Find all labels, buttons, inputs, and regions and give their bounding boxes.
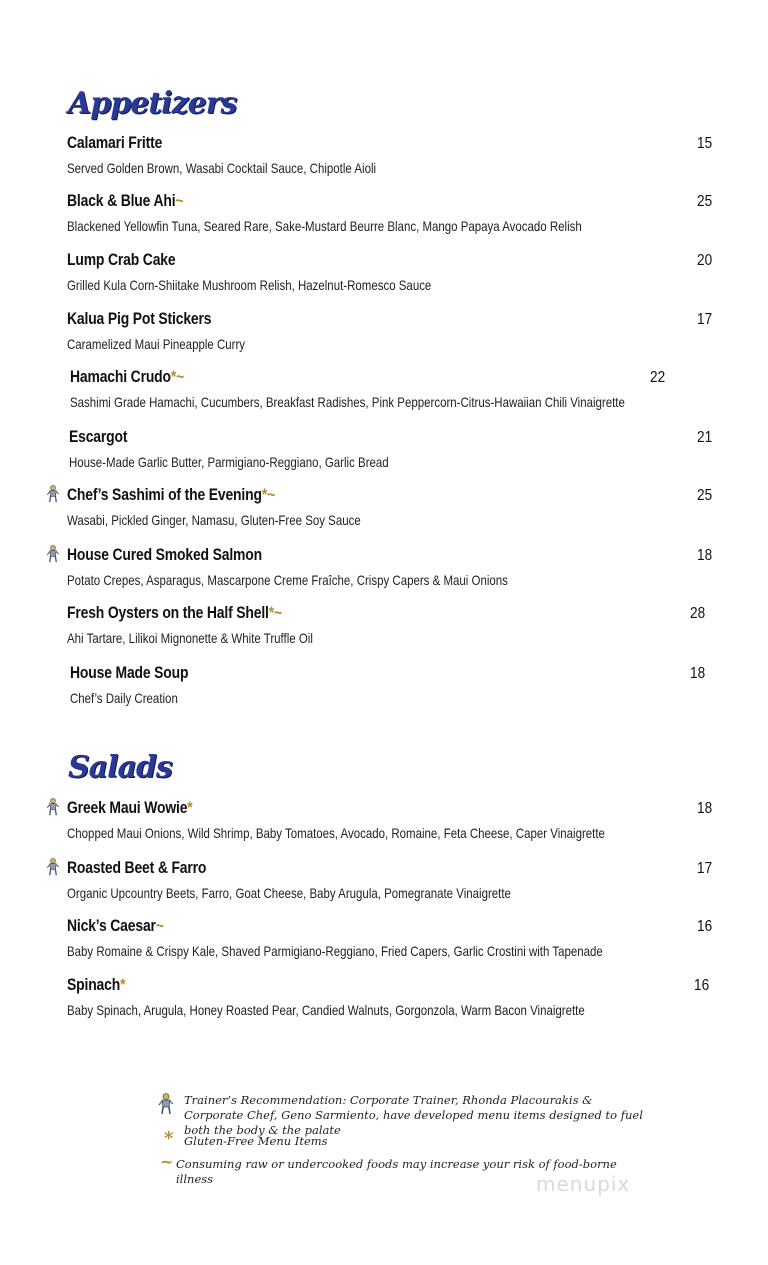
menu-item <box>0 191 768 245</box>
menu-item-name <box>67 858 206 878</box>
menu-item-description: Baby Spinach, Arugula, Honey Roasted Pear, Candied Walnuts, Gorgonzola, Warm Bacon Vinaigrette <box>67 1002 585 1018</box>
salads-title: Salads <box>68 750 172 785</box>
figure-icon <box>46 858 60 876</box>
menu-item-description: Grilled Kula Corn-Shiitake Mushroom Relish, Hazelnut-Romesco Sauce <box>67 277 432 293</box>
menu-item <box>0 485 768 539</box>
menu-item-marks: * <box>187 798 193 817</box>
menu-item-price: 25 <box>697 193 713 210</box>
menu-item-name-text: Fresh Oysters on the Half Shell <box>67 603 269 622</box>
menu-item-name-text: Black & Blue Ahi <box>67 191 176 210</box>
menu-item <box>0 545 768 599</box>
menu-item <box>0 250 768 304</box>
menu-item-marks: *~ <box>170 367 185 386</box>
menu-item <box>0 603 768 657</box>
menu-item <box>0 427 768 481</box>
menu-item-name <box>67 545 262 565</box>
legend-gluten-free-text: Gluten-Free Menu Items <box>184 1134 328 1148</box>
menu-item-name <box>67 975 125 995</box>
menu-item-description: Ahi Tartare, Lilikoi Mignonette & White Truffle Oil <box>67 630 313 646</box>
appetizers-title: Appetizers <box>68 86 237 121</box>
menu-item-description: Served Golden Brown, Wasabi Cocktail Sauce, Chipotle Aioli <box>67 160 377 176</box>
menu-item-price: 21 <box>697 429 713 446</box>
menu-item-name <box>70 367 184 387</box>
menu-item-name-text: Nick’s Caesar <box>67 916 156 935</box>
menu-item-name <box>67 250 175 270</box>
menu-item-description: Baby Romaine & Crispy Kale, Shaved Parmigiano-Reggiano, Fried Capers, Garlic Crostini with Tapenade <box>67 943 603 959</box>
legend-raw-text: Consuming raw or undercooked foods may increase your risk of food-borne illness <box>176 1157 617 1186</box>
menu-item-name <box>67 133 162 153</box>
menu-item-name-text: Hamachi Crudo <box>70 367 171 386</box>
menu-item-marks: * <box>120 975 126 994</box>
menu-item-description: Blackened Yellowfin Tuna, Seared Rare, Sake-Mustard Beurre Blanc, Mango Papaya Avocado Relish <box>67 218 582 234</box>
figure-icon <box>158 1093 174 1119</box>
menu-item-name <box>67 916 164 936</box>
menu-item-name-text: Calamari Fritte <box>67 133 163 152</box>
menu-item-name-text: Lump Crab Cake <box>67 250 176 269</box>
menu-item-price: 28 <box>690 605 706 622</box>
figure-icon <box>46 545 60 563</box>
tilde-icon: ~ <box>160 1152 174 1171</box>
menu-item-price: 20 <box>697 252 713 269</box>
menu-item-description: Wasabi, Pickled Ginger, Namasu, Gluten-Free Soy Sauce <box>67 512 361 528</box>
menu-item-name <box>67 798 193 818</box>
menu-item-price: 17 <box>697 311 713 328</box>
figure-icon <box>46 485 60 503</box>
watermark: menupix <box>536 1172 631 1196</box>
legend-trainer-text: Trainer’s Recommendation: Corporate Trainer, Rhonda Placourakis & Corporate Chef, Geno Sarmiento, have developed menu items designed to fuel both the body & the palate <box>184 1093 643 1137</box>
menu-item <box>0 975 768 1029</box>
menu-item-name <box>67 309 211 329</box>
menu-item-name <box>67 485 275 505</box>
menu-item-name-text: Kalua Pig Pot Stickers <box>67 309 212 328</box>
menu-item-name-text: Roasted Beet & Farro <box>67 858 207 877</box>
asterisk-icon: * <box>164 1128 174 1149</box>
menu-item-name-text: Escargot <box>69 427 128 446</box>
menu-item-price: 25 <box>697 487 713 504</box>
menu-item-name <box>67 191 183 211</box>
menu-item-description: Organic Upcountry Beets, Farro, Goat Cheese, Baby Arugula, Pomegranate Vinaigrette <box>67 885 511 901</box>
menu-item-price: 22 <box>650 369 666 386</box>
menu-item-name-text: Greek Maui Wowie <box>67 798 188 817</box>
menu-item <box>0 367 768 421</box>
menu-item-name <box>69 427 127 447</box>
menu-item-description: Chef’s Daily Creation <box>70 690 178 706</box>
menu-item-marks: *~ <box>261 485 276 504</box>
menu-item-price: 17 <box>697 860 713 877</box>
menu-item <box>0 309 768 363</box>
menu-item-price: 16 <box>694 977 710 994</box>
menu-item-description: Caramelized Maui Pineapple Curry <box>67 336 246 352</box>
menu-item-name-text: Chef’s Sashimi of the Evening <box>67 485 262 504</box>
menu-item <box>0 663 768 717</box>
menu-item-marks: ~ <box>155 916 164 935</box>
menu-item-name <box>70 663 188 683</box>
menu-item-name-text: House Made Soup <box>70 663 189 682</box>
menu-item-description: Potato Crepes, Asparagus, Mascarpone Creme Fraîche, Crispy Capers & Maui Onions <box>67 572 508 588</box>
menu-item-description: Sashimi Grade Hamachi, Cucumbers, Breakfast Radishes, Pink Peppercorn-Citrus-Hawaiian Chili Vinaigrette <box>70 394 625 410</box>
menu-item-price: 15 <box>697 135 713 152</box>
figure-icon <box>46 798 60 816</box>
menu-item-price: 18 <box>697 547 713 564</box>
menu-item <box>0 916 768 970</box>
menu-item-marks: *~ <box>268 603 283 622</box>
menu-item <box>0 133 768 187</box>
menu-item-price: 16 <box>697 918 713 935</box>
menu-item <box>0 858 768 912</box>
menu-item-price: 18 <box>697 800 713 817</box>
menu-item-description: House-Made Garlic Butter, Parmigiano-Reggiano, Garlic Bread <box>69 454 389 470</box>
menu-item-name-text: House Cured Smoked Salmon <box>67 545 262 564</box>
menu-item-price: 18 <box>690 665 706 682</box>
menu-item <box>0 798 768 852</box>
menu-item-name <box>67 603 282 623</box>
menu-item-marks: ~ <box>175 191 184 210</box>
menu-item-name-text: Spinach <box>67 975 121 994</box>
menu-item-description: Chopped Maui Onions, Wild Shrimp, Baby Tomatoes, Avocado, Romaine, Feta Cheese, Caper Vinaigrette <box>67 825 605 841</box>
